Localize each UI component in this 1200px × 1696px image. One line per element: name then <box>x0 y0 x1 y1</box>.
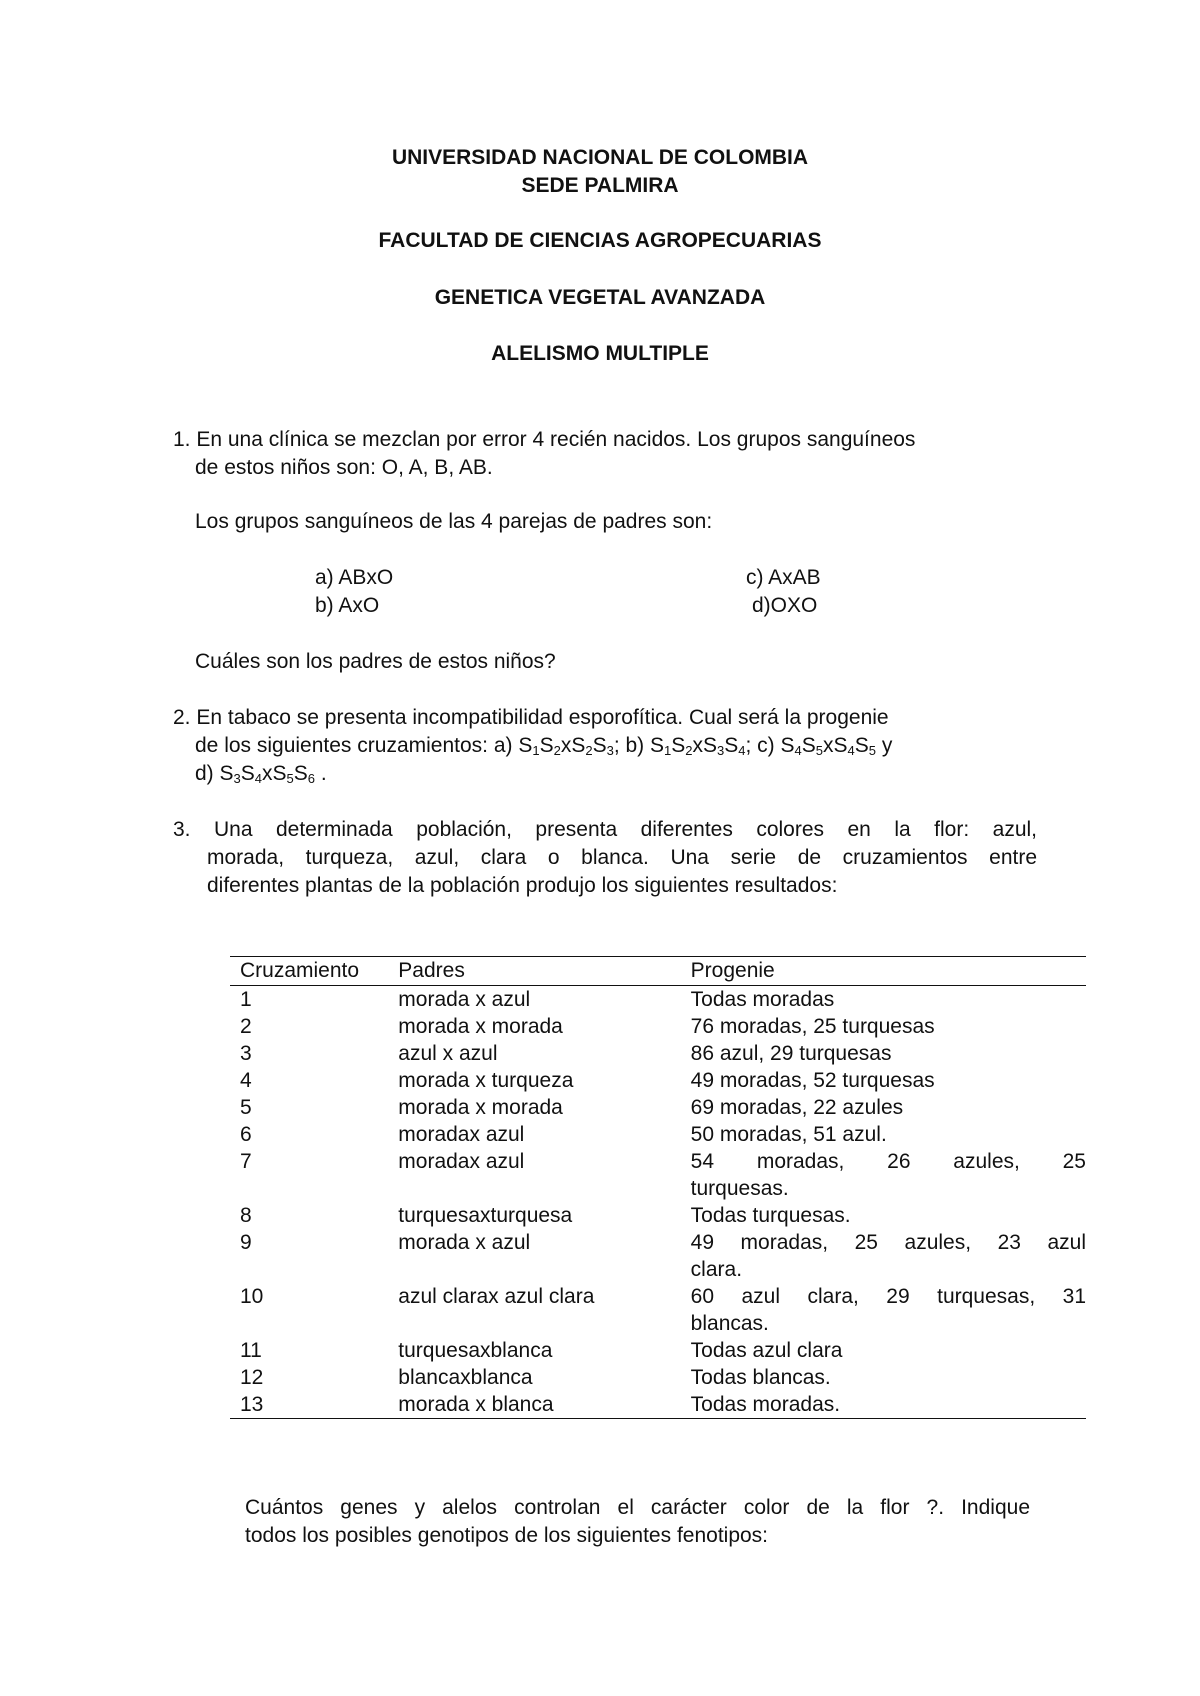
table-row: 12 blancaxblanca Todas blancas. <box>240 1366 831 1389</box>
table-row: 11 turquesaxblanca Todas azul clara <box>240 1339 843 1362</box>
q3-closing-2: todos los posibles genotipos de los siguientes fenotipos: <box>245 1524 769 1547</box>
table-row: 8 turquesaxturquesa Todas turquesas. <box>240 1204 851 1227</box>
cross-c: $S_4S_5xS_4S_5$ <box>780 734 877 758</box>
header-cruzamiento: Cruzamiento <box>240 959 360 982</box>
q1-option-d: d)OXO <box>752 594 818 617</box>
table-row: 10 azul clarax azul clara 60 azul clara, 29 turquesas, 31 blancas. <box>240 1285 1086 1335</box>
q1-line-1: 1. En una clínica se mezclan por error 4 recién nacidos. Los grupos sanguíneos <box>173 428 916 451</box>
q2-line-2: de los siguientes cruzamientos: a) $S_1S_2xS_2S_3$; b) $S_1S_2xS_3S_4$; c) $S_4S_5xS_4S_5$ y <box>195 734 893 758</box>
q3-closing-1: Cuántos genes y alelos controlan el carácter color de la flor ?. Indique <box>245 1496 1030 1519</box>
faculty-name: FACULTAD DE CIENCIAS AGROPECUARIAS <box>378 229 822 252</box>
table-header-row <box>230 957 1086 986</box>
table-row: 4 morada x turqueza 49 moradas, 52 turquesas <box>240 1069 935 1092</box>
q1-intro: Los grupos sanguíneos de las 4 parejas de padres son: <box>195 510 713 533</box>
table-row: 7 moradax azul 54 moradas, 26 azules, 25 turquesas. <box>240 1150 1086 1200</box>
table-row: 13 morada x blanca Todas moradas. <box>230 1391 1086 1419</box>
cross-b: $S_1S_2xS_3S_4$ <box>650 734 746 758</box>
campus-name: SEDE PALMIRA <box>521 174 679 197</box>
crosses-table <box>230 956 1086 1419</box>
q1-option-c: c) AxAB <box>746 566 821 589</box>
table-row: 3 azul x azul 86 azul, 29 turquesas <box>240 1042 892 1065</box>
q1-question: Cuáles son los padres de estos niños? <box>195 650 556 673</box>
topic-title: ALELISMO MULTIPLE <box>491 342 709 365</box>
q1-option-b: b) AxO <box>315 594 380 617</box>
q3-line-2: morada, turqueza, azul, clara o blanca. Una serie de cruzamientos entre <box>207 846 1037 869</box>
header-progenie: Progenie <box>690 959 775 982</box>
q3-line-1: 3. Una determinada población, presenta diferentes colores en la flor: azul, <box>173 818 1037 841</box>
university-name: UNIVERSIDAD NACIONAL DE COLOMBIA <box>391 146 809 169</box>
q1-line-2: de estos niños son: O, A, B, AB. <box>195 456 493 479</box>
q1-option-a: a) ABxO <box>315 566 394 589</box>
q3-line-3: diferentes plantas de la población produjo los siguientes resultados: <box>207 874 838 897</box>
q2-line-2-prefix: de los siguientes cruzamientos: a) <box>195 734 519 757</box>
cross-a: $S_1S_2xS_2S_3$ <box>518 734 614 758</box>
cross-d: $S_3S_4xS_5S_6$ <box>219 762 316 786</box>
q2-line-3: d) $S_3S_4xS_5S_6$ . <box>195 762 327 786</box>
table-row: 1 morada x azul Todas moradas <box>240 988 835 1011</box>
q2-line-1: 2. En tabaco se presenta incompatibilidad esporofítica. Cual será la progenie <box>173 706 889 729</box>
table-row: 5 morada x morada 69 moradas, 22 azules <box>240 1096 904 1119</box>
header-padres: Padres <box>398 959 465 982</box>
course-title: GENETICA VEGETAL AVANZADA <box>434 286 766 309</box>
table-row: 9 morada x azul 49 moradas, 25 azules, 23 azul clara. <box>240 1231 1086 1281</box>
table-row: 2 morada x morada 76 moradas, 25 turquesas <box>240 1015 935 1038</box>
table-row: 6 moradax azul 50 moradas, 51 azul. <box>240 1123 887 1146</box>
